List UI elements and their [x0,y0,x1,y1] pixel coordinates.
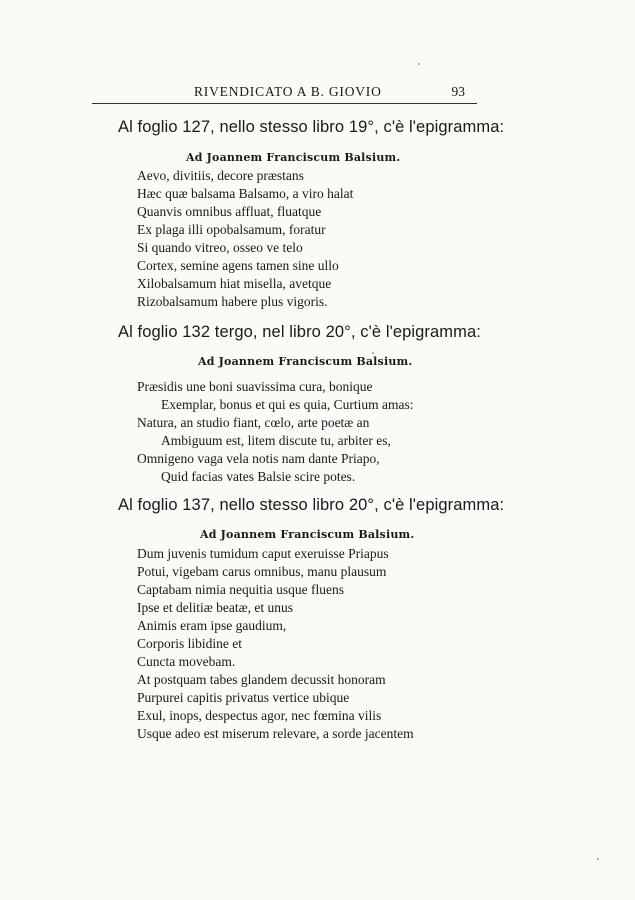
verse: Si quando vitreo, osseo ve telo [137,240,303,255]
verse: Natura, an studio fiant, cœlo, arte poetæ an [137,415,370,430]
verse: Exemplar, bonus et qui es quia, Curtium amas: [161,397,414,412]
section-2-heading: Ad Joannem Franciscum Balsium. [198,355,413,368]
section-2-poem [137,378,414,486]
section-2-intro: Al foglio 132 tergo, nel libro 20°, c'è l'epigramma: [118,323,481,341]
section-3-intro: Al foglio 137, nello stesso libro 20°, c'è l'epigramma: [118,496,505,514]
verse: Purpurei capitis privatus vertice ubique [137,690,350,705]
section-3-heading: Ad Joannem Franciscum Balsium. [200,528,415,541]
section-1-intro: Al foglio 127, nello stesso libro 19°, c'è l'epigramma: [118,118,505,136]
verse: Præsidis une boni suavissima cura, bonique [137,379,373,394]
running-title: RIVENDICATO A B. GIOVIO [194,84,382,99]
verse: Potui, vigebam carus omnibus, manu plausum [137,564,387,579]
section-3-poem [137,545,414,743]
verse: Animis eram ipse gaudium, [137,618,287,633]
verse: Hæc quæ balsama Balsamo, a viro halat [137,186,354,201]
verse: Aevo, divitiis, decore præstans [137,168,304,183]
section-1-poem [137,167,353,311]
verse: Rizobalsamum habere plus vigoris. [137,294,328,309]
page-number: 93 [451,84,465,99]
section-1-heading: Ad Joannem Franciscum Balsium. [186,151,401,164]
header-rule [92,103,477,104]
verse: Cuncta movebam. [137,654,236,669]
verse: Usque adeo est miserum relevare, a sorde jacentem [137,726,414,741]
verse: Ex plaga illi opobalsamum, foratur [137,222,326,237]
verse: Quid facias vates Balsie scire potes. [161,469,356,484]
verse: Dum juvenis tumidum caput exeruisse Priapus [137,546,389,561]
verse: Omnigeno vaga vela notis nam dante Priapo, [137,451,380,466]
verse: Ambiguum est, litem discute tu, arbiter es, [161,433,391,448]
verse: Captabam nimia nequitia usque fluens [137,582,344,597]
verse: Exul, inops, despectus agor, nec fœmina vilis [137,708,382,723]
verse: Corporis libidine et [137,636,242,651]
verse: Xilobalsamum hiat misella, avetque [137,276,332,291]
page-header [92,82,477,102]
verse: At postquam tabes glandem decussit honoram [137,672,386,687]
scan-speck [372,352,374,354]
verse: Cortex, semine agens tamen sine ullo [137,258,339,273]
verse: Ipse et delitiæ beatæ, et unus [137,600,293,615]
scan-speck [418,63,420,65]
verse: Quanvis omnibus affluat, fluatque [137,204,322,219]
scan-speck [597,858,599,860]
